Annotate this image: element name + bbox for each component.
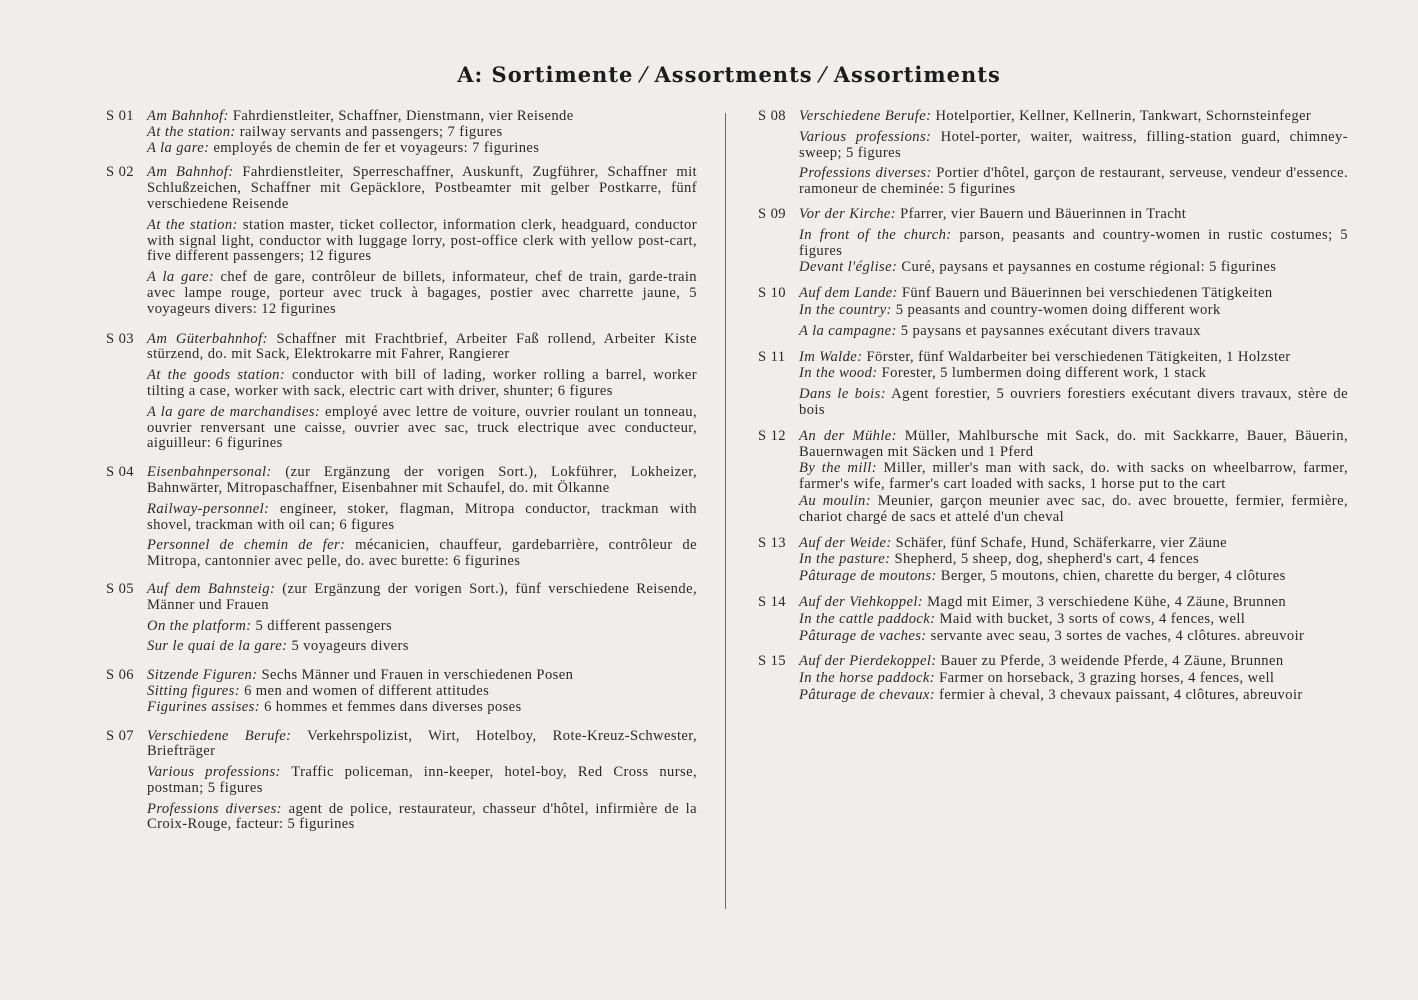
entry-german [799,429,1348,461]
entry-english [799,366,1348,382]
entry-label: In the pasture: [799,551,891,568]
entry-text: chef de gare, contrôleur de billets, informateur, chef de train, garde-train avec lampe rouge, porteur avec truck à bagages, postier avec charrette jaune, 5 voyageurs divers: 12 figurines [147,269,697,317]
entry-s10 [758,286,1348,339]
entry-s14 [758,595,1348,644]
entry-french [799,494,1348,526]
entry-german [147,729,697,761]
entry-label: Eisenbahnpersonal: [147,464,272,481]
entry-text: (zur Ergänzung der vorigen Sort.), Lokführer, Lokheizer, Bahnwärter, Mitropaschaffner, Eisenbahner mit Schaufel, do. mit Ölkanne [147,464,697,496]
entry-label: Verschiedene Berufe: [147,727,292,744]
entry-code: S 15 [758,653,786,670]
entry-text: (zur Ergänzung der vorigen Sort.), fünf verschiedene Reisende, Männer und Frauen [147,580,697,613]
entry-french [147,700,697,716]
entry-label: Auf der Pierdekoppel: [799,653,937,670]
entry-english [799,130,1348,162]
entry-label: Sitting figures: [147,682,241,699]
entry-german [799,109,1348,125]
entry-code: S 06 [106,667,134,684]
entry-code: S 05 [106,580,134,597]
entry-s02 [106,165,697,317]
entry-text: employé avec lettre de voiture, ouvrier roulant un tonneau, ouvrier renversant une caisse, ouvrier avec sac, truck electrique avec conducteur, aiguilleur: 6 figurines [147,403,697,452]
entry-english [799,228,1348,260]
entry-german [147,332,697,364]
entry-text: Hotel-porter, waiter, waitress, filling-station guard, chimney-sweep; 5 figures [799,128,1348,161]
entry-text: Portier d'hôtel, garçon de restaurant, serveuse, vendeur d'essence. ramoneur de cheminée: 5 figurines [799,165,1349,198]
entry-label: Au moulin: [799,492,871,509]
entry-label: In the cattle paddock: [799,610,936,627]
entry-s12 [758,429,1348,526]
entry-french [799,629,1348,645]
entry-text: conductor with bill of lading, worker rolling a barrel, worker tilting a case, worker with sack, electric cart with driver, shunter; 6 figures [147,367,698,399]
entry-german [147,109,697,125]
entry-text: 5 voyageurs divers [287,638,409,655]
entry-label: Auf dem Bahnsteig: [147,580,276,597]
entry-s09 [758,207,1348,276]
entry-label: A la gare: [147,139,210,156]
entry-text: 6 men and women of different attitudes [240,682,490,699]
entry-french [799,166,1348,198]
entry-text: Traffic policeman, inn-keeper, hotel-boy, Red Cross nurse, postman; 5 figures [147,764,698,796]
entry-german [147,465,697,497]
entry-label: Auf der Viehkoppel: [799,593,924,610]
entry-french [147,639,697,655]
entry-text: Hotelportier, Kellner, Kellnerin, Tankwart, Schornsteinfeger [931,108,1312,124]
entry-label: Verschiedene Berufe: [799,108,932,124]
entry-s06 [106,668,697,715]
entry-code: S 13 [758,534,786,551]
entry-french [147,538,697,570]
entry-code: S 02 [106,164,134,181]
entry-text: railway servants and passengers; 7 figures [235,123,503,140]
entry-label: In the country: [799,301,892,318]
entry-text: Schäfer, fünf Schafe, Hund, Schäferkarre, vier Zäune [891,534,1228,551]
entry-code: S 01 [106,108,134,124]
entry-label: At the goods station: [147,367,286,384]
entry-french [147,141,697,157]
entry-code: S 12 [758,427,786,444]
entry-label: Railway-personnel: [147,500,270,517]
entry-french [147,270,697,317]
entry-code: S 14 [758,593,786,610]
entry-label: An der Mühle: [799,427,897,444]
entry-s03 [106,332,697,453]
entry-label: A la gare de marchandises: [147,403,321,420]
entry-label: By the mill: [799,460,877,477]
entry-label: Pâturage de vaches: [799,627,927,644]
entry-label: In the horse paddock: [799,670,936,687]
entry-french [147,802,697,834]
entry-german [147,582,697,614]
entry-french [147,405,697,452]
entry-label: At the station: [147,123,236,140]
entry-code: S 07 [106,727,134,744]
entry-s04 [106,465,697,570]
entry-code: S 11 [758,348,786,365]
entry-label: Auf der Weide: [799,534,892,551]
entry-text: Forester, 5 lumbermen doing different work, 1 stack [877,365,1207,382]
entry-s13 [758,536,1348,585]
entry-s15 [758,654,1348,703]
entry-label: At the station: [147,216,238,233]
entry-label: Pâturage de moutons: [799,568,937,585]
entry-text: Fünf Bauern und Bäuerinnen bei verschiedenen Tätigkeiten [897,285,1273,302]
entry-english [799,303,1348,319]
entry-label: Figurines assises: [147,698,261,715]
entry-german [799,595,1348,611]
entry-english [147,502,697,534]
entry-german [799,286,1348,302]
entry-german [799,207,1348,223]
entry-label: Devant l'église: [799,259,898,276]
entry-text: Bauer zu Pferde, 3 weidende Pferde, 4 Zäune, Brunnen [936,653,1284,670]
entry-label: Am Güterbahnhof: [147,330,268,347]
entry-label: Auf dem Lande: [799,285,898,302]
entry-label: Am Bahnhof: [147,164,234,181]
entry-label: Pâturage de chevaux: [799,686,936,703]
entry-english [147,368,697,400]
entry-text: Berger, 5 moutons, chien, charette du berger, 4 clôtures [936,568,1286,585]
entry-text: Sechs Männer und Frauen in verschiedenen Posen [257,667,574,684]
entry-label: On the platform: [147,617,252,634]
entry-english [799,612,1348,628]
entry-code: S 08 [758,108,786,124]
entry-text: Schaffner mit Frachtbrief, Arbeiter Faß rollend, Arbeiter Kiste stürzend, do. mit Sack, Elektrokarre mit Fahrer, Rangierer [147,330,698,363]
entry-english [799,552,1348,568]
entry-label: Personnel de chemin de fer: [147,537,346,554]
entry-s07 [106,729,697,834]
entry-german [799,350,1348,366]
entry-text: Miller, miller's man with sack, do. with sacks on wheelbarrow, farmer, farmer's wife, farmer's cart loaded with sacks, 1 horse put to the cart [799,460,1348,493]
entry-text: agent de police, restaurateur, chasseur d'hôtel, infirmière de la Croix-Rouge, facteur: 5 figurines [147,800,697,833]
entry-text: servante avec seau, 3 sortes de vaches, 4 clôtures. abreuvoir [926,627,1305,644]
entry-text: station master, ticket collector, information clerk, headguard, conductor with signal light, conductor with luggage lorry, post-office clerk with yellow post-cart, five different passengers; 12 figures [147,216,697,265]
entry-text: Maid with bucket, 3 sorts of cows, 4 fences, well [935,610,1246,627]
page-title: A: Sortimente ⁄ Assortments ⁄ Assortiments [457,62,1001,87]
entry-code: S 10 [758,285,786,302]
entry-code: S 09 [758,205,786,222]
entry-label: Sur le quai de la gare: [147,638,288,655]
entry-code: S 03 [106,330,134,347]
column-divider [725,113,726,909]
entry-french [799,324,1348,340]
entry-label: Sitzende Figuren: [147,667,258,684]
entry-text: 6 hommes et femmes dans diverses poses [260,698,522,715]
entry-label: Various professions: [147,764,281,781]
entry-text: Farmer on horseback, 3 grazing horses, 4 fences, well [935,670,1275,687]
entry-label: Im Walde: [799,348,863,365]
entry-english [147,684,697,700]
entry-text: Pfarrer, vier Bauern und Bäuerinnen in Tracht [896,205,1187,222]
entry-text: Müller, Mahlbursche mit Sack, do. mit Sackkarre, Bauer, Bäuerin, Bauernwagen mit Säcken und 1 Pferd [799,427,1348,460]
entry-label: Am Bahnhof: [147,108,229,124]
entry-french [799,387,1348,419]
entry-english [147,619,697,635]
entry-text: Curé, paysans et paysannes en costume régional: 5 figurines [897,259,1277,276]
entry-s11 [758,350,1348,419]
entry-text: Fahrdienstleiter, Schaffner, Dienstmann, vier Reisende [228,108,574,124]
entry-text: parson, peasants and country-women in rustic costumes; 5 figures [799,226,1348,259]
entry-english [799,671,1348,687]
entry-text: Magd mit Eimer, 3 verschiedene Kühe, 4 Zäune, Brunnen [923,593,1287,610]
entry-text: engineer, stoker, flagman, Mitropa conductor, trackman with shovel, trackman with oil can; 6 figures [147,500,697,533]
entry-code: S 04 [106,464,134,481]
entry-label: A la campagne: [799,322,897,339]
entry-french [799,688,1348,704]
entry-english [799,461,1348,493]
entry-german [799,654,1348,670]
entry-text: Shepherd, 5 sheep, dog, shepherd's cart, 4 fences [890,551,1200,568]
entry-english [147,218,697,265]
entry-label: Professions diverses: [799,165,932,182]
entry-text: employés de chemin de fer et voyageurs: 7 figurines [209,139,540,156]
entry-english [147,125,697,141]
left-column [106,109,697,833]
entry-text: 5 peasants and country-women doing different work [891,301,1221,318]
entry-label: A la gare: [147,269,215,286]
entry-label: Various professions: [799,128,932,145]
entry-text: 5 paysans et paysannes exécutant divers travaux [896,322,1201,339]
entry-text: Meunier, garçon meunier avec sac, do. avec brouette, fermier, fermière, chariot chargé de sacs et attelé d'un cheval [799,492,1348,525]
entry-text: Förster, fünf Waldarbeiter bei verschiedenen Tätigkeiten, 1 Holzster [862,348,1291,365]
entry-label: In front of the church: [799,226,952,243]
entry-label: Professions diverses: [147,800,282,817]
entry-french [799,569,1348,585]
entry-s01 [106,109,697,156]
entry-german [147,668,697,684]
entry-s08 [758,109,1348,198]
entry-german [799,536,1348,552]
entry-label: Vor der Kirche: [799,205,897,222]
entry-text: Fahrdienstleiter, Sperreschaffner, Auskunft, Zugführer, Schaffner mit Schlußzeichen, Schaffner mit Gepäcklore, Postbeamter mit gelber Postkarre, fünf verschiedene Reisende [147,164,697,212]
entry-german [147,165,697,212]
entry-english [147,765,697,797]
entry-text: Verkehrspolizist, Wirt, Hotelboy, Rote-Kreuz-Schwester, Briefträger [147,727,697,760]
entry-s05 [106,582,697,655]
entry-french [799,260,1348,276]
entry-text: mécanicien, chauffeur, gardebarrière, contrôleur de Mitropa, cantonnier avec pelle, do. avec burette: 6 figurines [147,537,697,570]
entry-text: fermier à cheval, 3 chevaux paissant, 4 clôtures, abreuvoir [935,686,1303,703]
entry-text: Agent forestier, 5 ouvriers forestiers exécutant divers travaux, stère de bois [799,386,1348,418]
right-column [758,109,1348,704]
entry-label: In the wood: [799,365,878,382]
entry-text: 5 different passengers [251,617,393,634]
entry-label: Dans le bois: [799,386,886,403]
